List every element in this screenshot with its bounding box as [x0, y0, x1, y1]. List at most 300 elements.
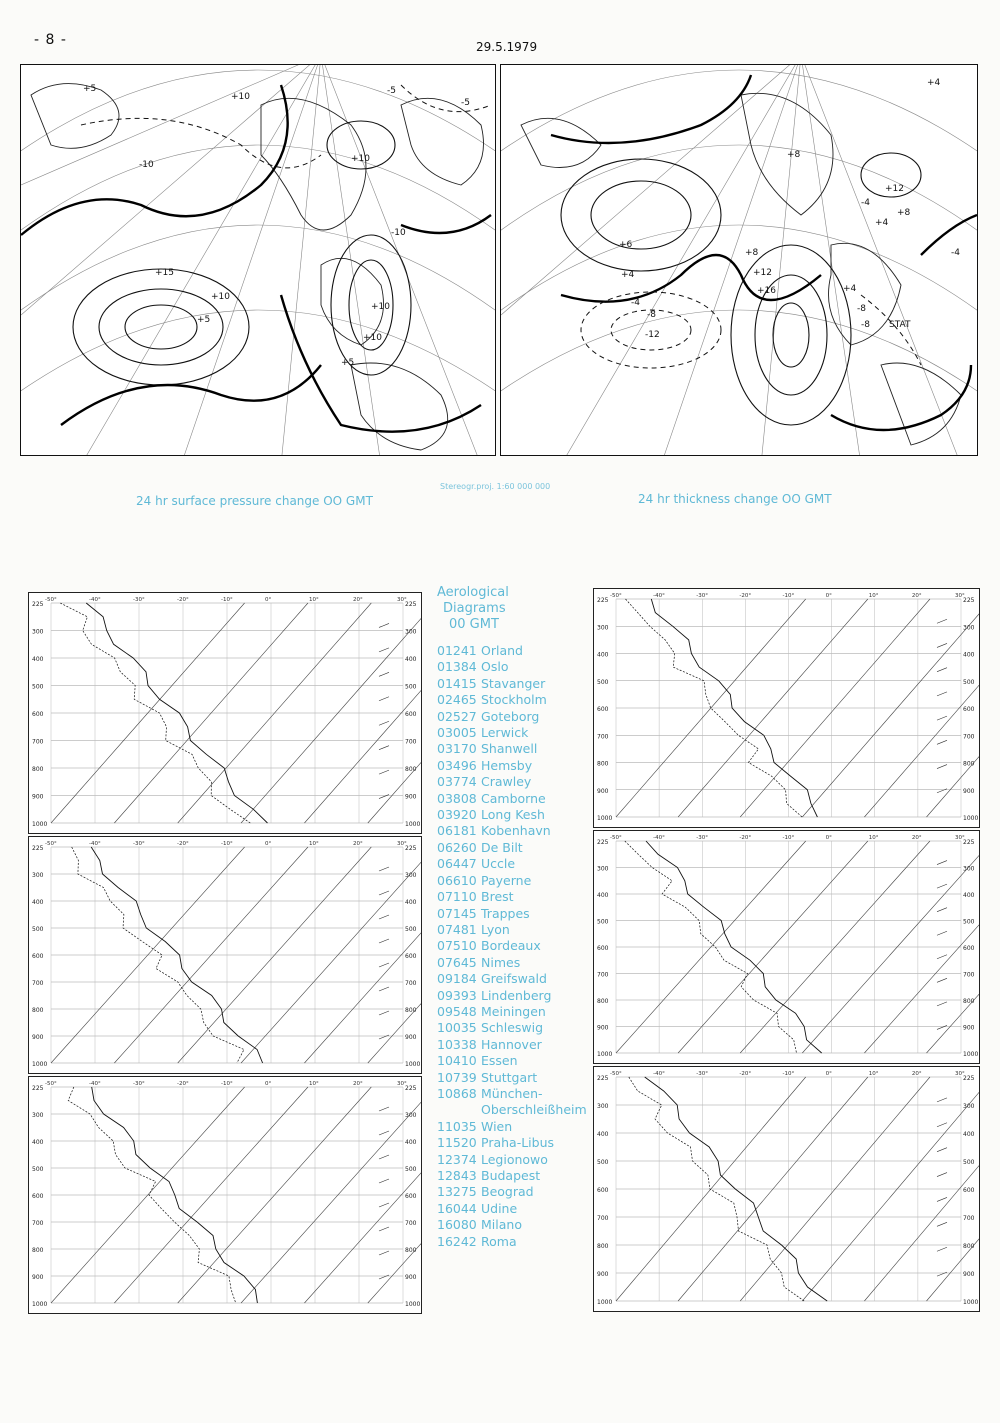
- station-code: 11520: [437, 1135, 477, 1151]
- map-label: +8: [897, 208, 911, 218]
- map-label: +12: [753, 268, 772, 278]
- station-code: 09548: [437, 1003, 477, 1019]
- pressure-tick-label: 1000: [32, 1301, 48, 1308]
- pressure-tick-label: 600: [963, 1187, 975, 1194]
- station-row: [437, 725, 597, 741]
- station-name: München-: [481, 1085, 543, 1101]
- station-code: 07145: [437, 905, 477, 921]
- pressure-tick-label: 1000: [597, 1299, 613, 1306]
- station-row: [437, 1119, 597, 1135]
- pressure-tick-label: 500: [597, 918, 609, 926]
- pressure-tick-label: 400: [32, 899, 44, 906]
- pressure-tick-label: 900: [597, 1024, 609, 1032]
- temp-tick-label: -40°: [653, 835, 665, 841]
- pressure-tick-label: 225: [963, 597, 975, 604]
- pressure-tick-label: 225: [597, 597, 609, 604]
- pressure-tick-label: 900: [597, 787, 609, 795]
- station-name: Roma: [481, 1233, 517, 1249]
- station-row: [437, 676, 597, 692]
- station-code: 03005: [437, 725, 477, 741]
- pressure-tick-label: 500: [32, 926, 44, 933]
- station-row: [437, 938, 597, 954]
- pressure-tick-label: 900: [32, 1034, 44, 1041]
- station-name: Long Kesh: [481, 807, 545, 823]
- station-row: [437, 823, 597, 839]
- aerological-diagram: [593, 588, 980, 828]
- station-name: Trappes: [481, 905, 530, 921]
- station-code: 12374: [437, 1151, 477, 1167]
- station-code: 06260: [437, 839, 477, 855]
- temp-tick-label: 10°: [868, 835, 879, 841]
- pressure-tick-label: 700: [963, 971, 975, 979]
- pressure-tick-label: 800: [597, 1243, 609, 1250]
- station-name: Meiningen: [481, 1003, 546, 1019]
- temp-tick-label: 30°: [955, 593, 965, 599]
- station-code: 09393: [437, 987, 477, 1003]
- map-label: -8: [857, 304, 866, 314]
- pressure-tick-label: 500: [963, 1159, 975, 1166]
- station-code: 13275: [437, 1184, 477, 1200]
- temp-tick-label: -20°: [739, 593, 752, 599]
- pressure-tick-label: 700: [32, 738, 44, 746]
- temp-tick-label: -20°: [177, 841, 189, 847]
- map-label: -8: [647, 310, 656, 320]
- map-label: -4: [861, 198, 870, 208]
- station-name: Crawley: [481, 774, 532, 790]
- pressure-tick-label: 800: [405, 1007, 417, 1014]
- station-row: [437, 873, 597, 889]
- temp-tick-label: -20°: [177, 1081, 189, 1087]
- pressure-tick-label: 400: [963, 1131, 975, 1138]
- pressure-tick-label: 900: [405, 793, 417, 801]
- map-label: -10: [139, 160, 154, 170]
- pressure-tick-label: 600: [32, 953, 44, 960]
- station-code: 10868: [437, 1085, 477, 1101]
- pressure-tick-label: 500: [32, 683, 44, 691]
- pressure-tick-label: 300: [963, 865, 975, 873]
- station-name: Nimes: [481, 954, 521, 970]
- pressure-tick-label: 600: [963, 945, 975, 952]
- pressure-tick-label: 400: [597, 651, 609, 659]
- station-name: Udine: [481, 1200, 518, 1216]
- pressure-tick-label: 700: [32, 980, 44, 987]
- temp-tick-label: 30°: [955, 835, 965, 841]
- station-code: [437, 1102, 481, 1118]
- station-code: 01241: [437, 643, 477, 658]
- station-code: 02527: [437, 708, 477, 724]
- temp-tick-label: 10°: [309, 597, 319, 603]
- station-row: [437, 1217, 597, 1233]
- pressure-tick-label: 500: [405, 1166, 417, 1173]
- pressure-tick-label: 1000: [963, 1051, 979, 1058]
- station-list-panel: [437, 585, 597, 1250]
- temp-tick-label: -30°: [133, 841, 145, 847]
- pressure-tick-label: 800: [32, 1247, 44, 1254]
- pressure-tick-label: 900: [963, 787, 975, 795]
- map-label: -10: [391, 228, 406, 238]
- aerological-diagram: [28, 836, 422, 1074]
- page-date: 29.5.1979: [476, 40, 538, 54]
- aerological-diagram: [593, 1066, 980, 1312]
- station-code: 03920: [437, 807, 477, 823]
- temp-tick-label: -50°: [45, 841, 57, 847]
- station-name: Lindenberg: [481, 987, 552, 1003]
- pressure-tick-label: 400: [405, 1139, 417, 1146]
- pressure-tick-label: 900: [405, 1274, 417, 1281]
- station-row: [437, 1168, 597, 1184]
- surface-pressure-caption: 24 hr surface pressure change OO GMT: [136, 494, 373, 508]
- station-code: 11035: [437, 1118, 477, 1134]
- station-name: Wien: [481, 1118, 513, 1134]
- map-label: -4: [951, 248, 960, 258]
- station-code: 02465: [437, 692, 477, 708]
- station-row: [437, 791, 597, 807]
- station-name: Brest: [481, 889, 514, 905]
- station-name: Oberschleißheim: [481, 1102, 587, 1118]
- temp-tick-label: -30°: [696, 835, 708, 841]
- station-row: [437, 1004, 597, 1020]
- station-row: [437, 741, 597, 757]
- map-label: +10: [231, 92, 250, 102]
- station-row: [437, 1102, 597, 1118]
- pressure-tick-label: 700: [597, 971, 609, 979]
- station-name: Budapest: [481, 1168, 541, 1183]
- pressure-tick-label: 500: [597, 1159, 609, 1166]
- station-name: Hemsby: [481, 757, 533, 773]
- station-name: Orland: [481, 643, 523, 658]
- aerological-diagram: [28, 592, 422, 834]
- station-name: Camborne: [481, 790, 546, 806]
- pressure-tick-label: 800: [405, 766, 417, 773]
- station-code: 01384: [437, 659, 477, 675]
- station-name: Lerwick: [481, 725, 529, 741]
- temp-tick-label: -40°: [89, 597, 101, 603]
- station-row: [437, 659, 597, 675]
- thickness-change-map: [500, 64, 978, 456]
- station-row: [437, 1234, 597, 1250]
- station-code: 10338: [437, 1036, 477, 1052]
- station-row: [437, 1152, 597, 1168]
- station-row: [437, 1020, 597, 1036]
- pressure-tick-label: 500: [405, 926, 417, 933]
- temp-tick-label: -30°: [696, 1071, 708, 1077]
- pressure-tick-label: 1000: [32, 821, 48, 828]
- temp-tick-label: 10°: [309, 841, 319, 847]
- map-label: +10: [363, 333, 382, 343]
- station-row: [437, 906, 597, 922]
- pressure-tick-label: 225: [32, 845, 44, 852]
- station-name: Shanwell: [481, 741, 538, 757]
- temp-tick-label: -40°: [89, 841, 101, 847]
- projection-label: Stereogr.proj. 1:60 000 000: [440, 482, 551, 491]
- station-row: [437, 971, 597, 987]
- pressure-tick-label: 400: [597, 1131, 609, 1138]
- map-label: +4: [843, 284, 857, 294]
- station-code: 03496: [437, 757, 477, 773]
- pressure-tick-label: 800: [963, 1243, 975, 1250]
- temp-tick-label: 20°: [911, 835, 922, 841]
- station-name: Kobenhavn: [481, 823, 551, 839]
- pressure-tick-label: 800: [597, 760, 609, 768]
- pressure-tick-label: 400: [597, 892, 609, 899]
- pressure-tick-label: 700: [405, 1220, 417, 1227]
- map-label: -5: [387, 86, 396, 96]
- temp-tick-label: -10°: [782, 835, 795, 841]
- pressure-tick-label: 300: [32, 1112, 44, 1119]
- station-code: 03774: [437, 774, 477, 790]
- pressure-tick-label: 1000: [963, 1299, 979, 1306]
- temp-tick-label: -10°: [221, 597, 233, 603]
- temp-tick-label: -40°: [653, 593, 665, 599]
- pressure-tick-label: 600: [597, 1187, 609, 1194]
- map-label: +8: [745, 248, 759, 258]
- map-label: +4: [875, 218, 889, 228]
- temp-tick-label: -20°: [739, 835, 752, 841]
- temp-tick-label: 10°: [868, 1071, 879, 1077]
- pressure-tick-label: 1000: [963, 815, 979, 822]
- pressure-tick-label: 800: [32, 1007, 44, 1014]
- station-name: Milano: [481, 1217, 522, 1233]
- pressure-tick-label: 1000: [32, 1061, 48, 1068]
- temp-tick-label: -50°: [610, 593, 622, 599]
- station-row: [437, 1037, 597, 1053]
- temp-tick-label: -40°: [89, 1081, 101, 1087]
- pressure-tick-label: 400: [405, 656, 417, 663]
- station-title-line: Aerological: [437, 585, 509, 600]
- pressure-tick-label: 500: [405, 683, 417, 691]
- station-name: Praha-Libus: [481, 1135, 555, 1151]
- station-name: Bordeaux: [481, 938, 541, 954]
- temp-tick-label: 0°: [825, 835, 832, 841]
- pressure-tick-label: 300: [597, 624, 609, 632]
- map-label: +10: [351, 154, 370, 164]
- pressure-tick-label: 600: [405, 711, 417, 718]
- temp-tick-label: 20°: [911, 1071, 922, 1077]
- station-name: Beograd: [481, 1184, 534, 1200]
- station-row: [437, 1070, 597, 1086]
- pressure-tick-label: 225: [597, 1075, 609, 1082]
- pressure-tick-label: 400: [963, 651, 975, 659]
- station-row: [437, 643, 597, 659]
- temp-tick-label: -50°: [45, 1081, 57, 1087]
- pressure-tick-label: 800: [32, 766, 44, 773]
- pressure-tick-label: 300: [405, 872, 417, 879]
- temp-tick-label: -10°: [782, 1071, 795, 1077]
- pressure-tick-label: 700: [963, 733, 975, 741]
- station-name: De Bilt: [481, 839, 523, 855]
- pressure-tick-label: 500: [963, 918, 975, 926]
- pressure-tick-label: 700: [32, 1220, 44, 1227]
- station-name: Greifswald: [481, 971, 547, 987]
- pressure-tick-label: 900: [963, 1024, 975, 1032]
- temp-tick-label: 20°: [353, 841, 363, 847]
- station-list: [437, 643, 597, 1250]
- pressure-tick-label: 1000: [405, 821, 421, 828]
- pressure-tick-label: 225: [963, 1075, 975, 1082]
- station-code: 07645: [437, 954, 477, 970]
- station-title-line: 00 GMT: [449, 617, 499, 632]
- station-code: 10035: [437, 1020, 477, 1036]
- station-row: [437, 807, 597, 823]
- pressure-tick-label: 225: [963, 839, 975, 846]
- temp-tick-label: -30°: [133, 597, 145, 603]
- station-name: Stuttgart: [481, 1069, 538, 1085]
- pressure-tick-label: 300: [32, 628, 44, 636]
- pressure-tick-label: 225: [597, 839, 609, 846]
- map-label: +15: [155, 268, 174, 278]
- pressure-tick-label: 600: [32, 711, 44, 718]
- map-label: +4: [927, 78, 941, 88]
- pressure-tick-label: 1000: [597, 1051, 613, 1058]
- station-code: 16044: [437, 1200, 477, 1216]
- temp-tick-label: -30°: [133, 1081, 145, 1087]
- station-name: Oslo: [481, 659, 509, 675]
- station-row: [437, 955, 597, 971]
- pressure-tick-label: 700: [597, 733, 609, 741]
- pressure-tick-label: 225: [405, 1085, 417, 1092]
- station-name: Legionowo: [481, 1151, 548, 1167]
- station-code: 10410: [437, 1053, 477, 1069]
- pressure-tick-label: 300: [32, 872, 44, 879]
- map-label: +16: [757, 286, 776, 296]
- station-row: [437, 988, 597, 1004]
- temp-tick-label: 30°: [397, 597, 407, 603]
- map-label: +10: [371, 302, 390, 312]
- station-code: 06610: [437, 872, 477, 888]
- station-code: 07481: [437, 921, 477, 937]
- aerological-diagram: [28, 1076, 422, 1314]
- station-code: 06181: [437, 823, 477, 839]
- station-row: [437, 709, 597, 725]
- pressure-tick-label: 400: [963, 892, 975, 899]
- pressure-tick-label: 900: [963, 1271, 975, 1278]
- pressure-tick-label: 700: [405, 738, 417, 746]
- pressure-tick-label: 600: [963, 706, 975, 713]
- station-row: [437, 774, 597, 790]
- station-name: Stavanger: [481, 675, 546, 691]
- pressure-tick-label: 225: [405, 601, 417, 608]
- pressure-tick-label: 600: [405, 953, 417, 960]
- temp-tick-label: -30°: [696, 593, 708, 599]
- temp-tick-label: -50°: [610, 1071, 622, 1077]
- pressure-tick-label: 300: [597, 865, 609, 873]
- map-label: +5: [83, 84, 97, 94]
- temp-tick-label: 30°: [955, 1071, 965, 1077]
- pressure-tick-label: 1000: [405, 1301, 421, 1308]
- station-row: [437, 692, 597, 708]
- surface-pressure-change-map: [20, 64, 496, 456]
- pressure-tick-label: 1000: [597, 815, 613, 822]
- map-label: -8: [861, 320, 870, 330]
- pressure-tick-label: 700: [597, 1215, 609, 1222]
- temp-tick-label: 20°: [353, 1081, 363, 1087]
- temp-tick-label: 0°: [825, 1071, 832, 1077]
- pressure-tick-label: 500: [32, 1166, 44, 1173]
- map-label: +5: [341, 358, 355, 368]
- pressure-tick-label: 900: [32, 1274, 44, 1281]
- map-label: -4: [631, 298, 640, 308]
- pressure-tick-label: 225: [32, 1085, 44, 1092]
- pressure-tick-label: 600: [32, 1193, 44, 1200]
- pressure-tick-label: 300: [597, 1103, 609, 1110]
- temp-tick-label: 30°: [397, 1081, 407, 1087]
- pressure-tick-label: 500: [597, 678, 609, 686]
- map-label: +8: [787, 150, 801, 160]
- station-name: Hannover: [481, 1036, 542, 1052]
- station-row: [437, 922, 597, 938]
- temp-tick-label: -50°: [610, 835, 622, 841]
- pressure-tick-label: 700: [963, 1215, 975, 1222]
- station-code: 12843: [437, 1168, 477, 1183]
- thickness-caption: 24 hr thickness change OO GMT: [638, 492, 832, 506]
- pressure-tick-label: 900: [405, 1034, 417, 1041]
- temp-tick-label: 20°: [911, 593, 922, 599]
- station-code: 09184: [437, 971, 477, 987]
- station-row: [437, 840, 597, 856]
- temp-tick-label: 0°: [265, 841, 272, 847]
- pressure-tick-label: 800: [597, 998, 609, 1005]
- temp-tick-label: 0°: [265, 597, 272, 603]
- pressure-tick-label: 800: [963, 998, 975, 1005]
- pressure-tick-label: 300: [963, 1103, 975, 1110]
- station-code: 03808: [437, 790, 477, 806]
- station-name: Essen: [481, 1053, 518, 1069]
- station-row: [437, 1053, 597, 1069]
- station-list-title: [437, 585, 597, 633]
- map-label: +4: [621, 270, 635, 280]
- temp-tick-label: -10°: [221, 1081, 233, 1087]
- station-row: [437, 1184, 597, 1200]
- temp-tick-label: 20°: [353, 597, 363, 603]
- station-code: 16242: [437, 1233, 477, 1249]
- map-label: +6: [619, 240, 633, 250]
- pressure-tick-label: 600: [405, 1193, 417, 1200]
- pressure-tick-label: 400: [32, 656, 44, 663]
- pressure-tick-label: 700: [405, 980, 417, 987]
- station-code: 03170: [437, 741, 477, 757]
- temp-tick-label: -20°: [177, 597, 189, 603]
- pressure-tick-label: 900: [597, 1271, 609, 1278]
- temp-tick-label: 10°: [868, 593, 879, 599]
- pressure-tick-label: 300: [405, 1112, 417, 1119]
- temp-tick-label: -10°: [221, 841, 233, 847]
- temp-tick-label: -20°: [739, 1071, 752, 1077]
- pressure-tick-label: 400: [32, 1139, 44, 1146]
- station-name: Goteborg: [481, 708, 540, 724]
- station-name: Schleswig: [481, 1020, 544, 1036]
- page-number: - 8 -: [34, 32, 67, 48]
- pressure-tick-label: 600: [597, 706, 609, 713]
- station-code: 01415: [437, 675, 477, 691]
- aerological-diagram: [593, 830, 980, 1064]
- pressure-tick-label: 1000: [405, 1061, 421, 1068]
- station-name: Stockholm: [481, 692, 547, 708]
- station-code: 07110: [437, 889, 477, 905]
- station-row: [437, 889, 597, 905]
- pressure-tick-label: 300: [405, 628, 417, 636]
- pressure-tick-label: 900: [32, 793, 44, 801]
- pressure-tick-label: 600: [597, 945, 609, 952]
- station-row: [437, 1086, 597, 1102]
- pressure-tick-label: 500: [963, 678, 975, 686]
- map-label: -5: [461, 98, 470, 108]
- temp-tick-label: -50°: [45, 597, 57, 603]
- station-code: 07510: [437, 938, 477, 954]
- temp-tick-label: -10°: [782, 593, 795, 599]
- pressure-tick-label: 400: [405, 899, 417, 906]
- map-label: +12: [885, 184, 904, 194]
- pressure-tick-label: 300: [963, 624, 975, 632]
